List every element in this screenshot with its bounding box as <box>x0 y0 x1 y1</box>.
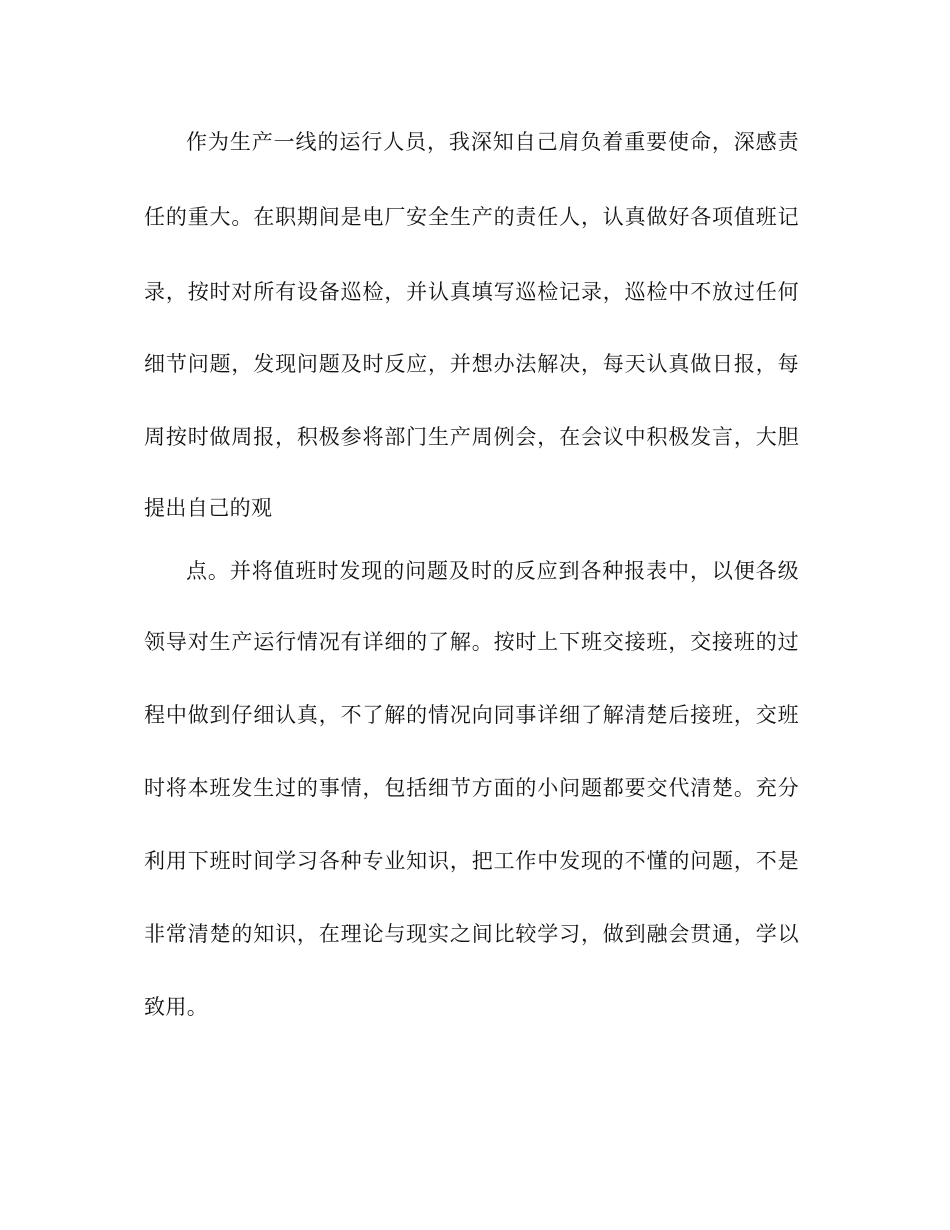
paragraph-2-line-5: 利用下班时间学习各种专业知识，把工作中发现的不懂的问题，不是 <box>144 849 799 873</box>
paragraph-1-line-3: 录，按时对所有设备巡检，并认真填写巡检记录，巡检中不放过任何 <box>144 280 799 304</box>
paragraph-2-line-2: 领导对生产运行情况有详细的了解。按时上下班交接班，交接班的过 <box>144 630 799 654</box>
paragraph-2-line-1: 点。并将值班时发现的问题及时的反应到各种报表中，以便各级 <box>186 559 799 583</box>
paragraph-1-line-5: 周按时做周报，积极参将部门生产周例会，在会议中积极发言，大胆 <box>144 425 799 449</box>
paragraph-1-line-2: 任的重大。在职期间是电厂安全生产的责任人，认真做好各项值班记 <box>144 205 799 229</box>
paragraph-1-line-1: 作为生产一线的运行人员，我深知自己肩负着重要使命，深感责 <box>186 130 799 154</box>
paragraph-1-line-6: 提出自己的观 <box>144 496 273 520</box>
paragraph-1-line-4: 细节问题，发现问题及时反应，并想办法解决，每天认真做日报，每 <box>144 352 799 376</box>
paragraph-2-line-6: 非常清楚的知识，在理论与现实之间比较学习，做到融会贯通，学以 <box>144 922 799 946</box>
paragraph-2-line-4: 时将本班发生过的事情，包括细节方面的小问题都要交代清楚。充分 <box>144 776 799 800</box>
paragraph-2-line-7: 致用。 <box>144 995 209 1019</box>
paragraph-2-line-3: 程中做到仔细认真，不了解的情况向同事详细了解清楚后接班，交班 <box>144 703 799 727</box>
